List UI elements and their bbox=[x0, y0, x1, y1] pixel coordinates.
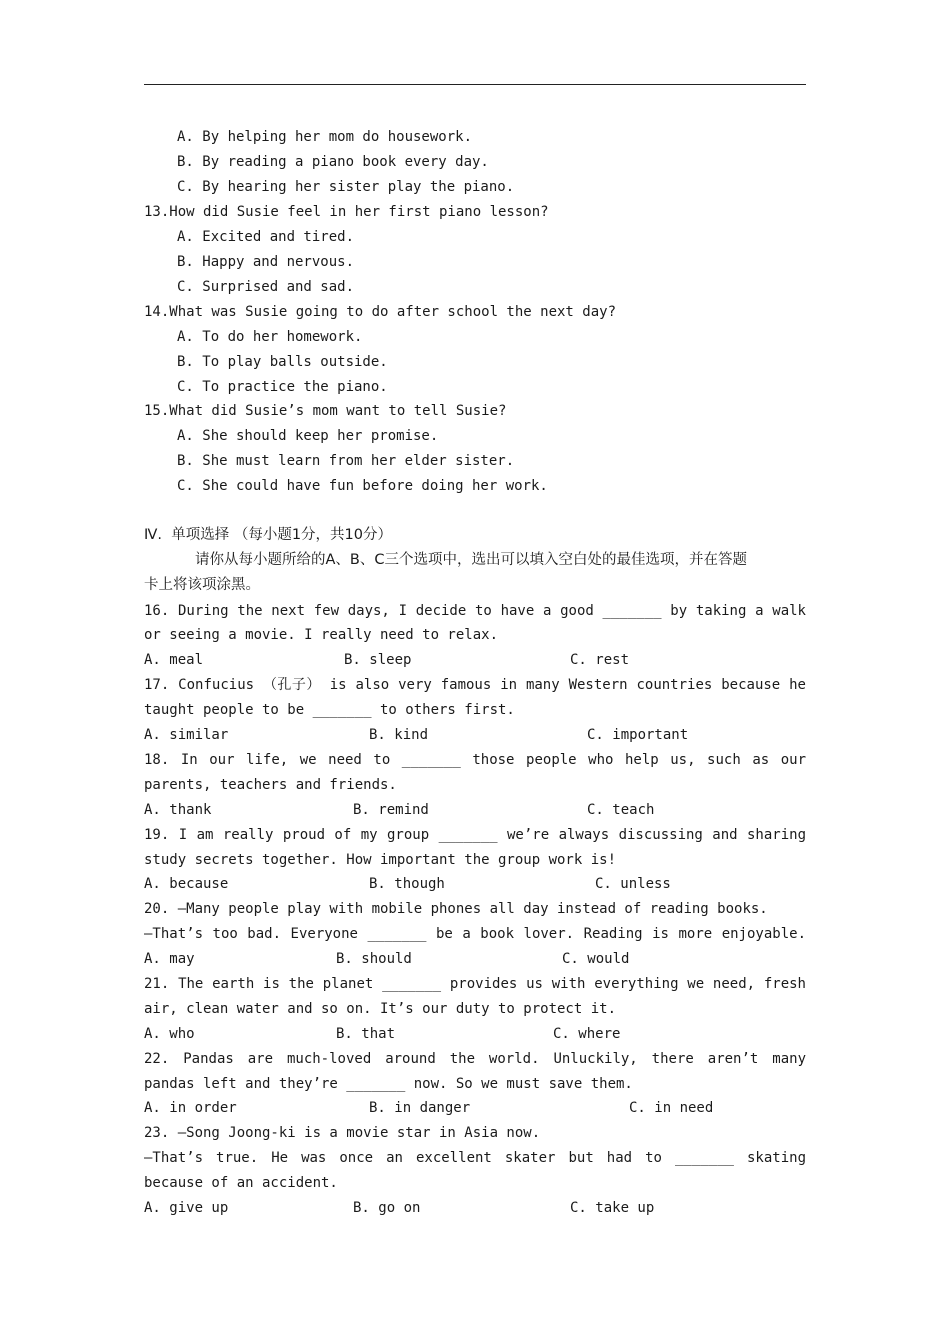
question-18-line2: parents, teachers and friends. bbox=[144, 777, 397, 793]
question-19-option-c: C. unless bbox=[595, 876, 671, 892]
question-18-option-c: C. teach bbox=[587, 802, 655, 818]
question-14-option-c: C. To practice the piano. bbox=[177, 379, 388, 395]
question-17-line1: 17. Confucius （孔子） is also very famous in many Western countries because he bbox=[144, 677, 806, 693]
question-20-line2: —That’s too bad. Everyone _______ be a book lover. Reading is more enjoyable. bbox=[144, 926, 806, 942]
section-instructions-line1: 请你从每小题所给的A、B、C三个选项中，选出可以填入空白处的最佳选项，并在答题 bbox=[195, 552, 747, 568]
question-14-stem: 14.What was Susie going to do after school the next day? bbox=[144, 304, 617, 320]
question-21-option-a: A. who bbox=[144, 1026, 195, 1042]
question-22-option-b: B. in danger bbox=[369, 1100, 471, 1116]
question-20-option-b: B. should bbox=[336, 951, 412, 967]
question-15-option-b: B. She must learn from her elder sister. bbox=[177, 453, 515, 469]
question-21-line1: 21. The earth is the planet _______ provides us with everything we need, fresh bbox=[144, 976, 806, 992]
question-19-option-b: B. though bbox=[369, 876, 445, 892]
question-19-line1: 19. I am really proud of my group _______ we’re always discussing and sharing bbox=[144, 827, 806, 843]
question-20-line1: 20. —Many people play with mobile phones all day instead of reading books. bbox=[144, 901, 768, 917]
question-23-option-a: A. give up bbox=[144, 1200, 229, 1216]
header-rule bbox=[144, 84, 806, 85]
question-13-option-b: B. Happy and nervous. bbox=[177, 254, 355, 270]
question-22-option-c: C. in need bbox=[629, 1100, 714, 1116]
question-16-line1: 16. During the next few days, I decide to have a good _______ by taking a walk bbox=[144, 603, 806, 619]
question-16-line2: or seeing a movie. I really need to relax. bbox=[144, 627, 499, 643]
question-23-options bbox=[144, 1198, 655, 1278]
question-21-option-b: B. that bbox=[336, 1026, 396, 1042]
question-14-option-b: B. To play balls outside. bbox=[177, 354, 388, 370]
question-18-option-b: B. remind bbox=[353, 802, 429, 818]
question-15-option-c: C. She could have fun before doing her work. bbox=[177, 478, 548, 494]
question-23-line3: because of an accident. bbox=[144, 1175, 338, 1191]
question-23-option-b: B. go on bbox=[353, 1200, 421, 1216]
question-13-option-c: C. Surprised and sad. bbox=[177, 279, 355, 295]
option-a: A. By helping her mom do housework. bbox=[177, 129, 473, 145]
option-c: C. By hearing her sister play the piano. bbox=[177, 179, 515, 195]
question-19-line2: study secrets together. How important the group work is! bbox=[144, 852, 617, 868]
question-18-option-a: A. thank bbox=[144, 802, 212, 818]
question-23-option-c: C. take up bbox=[570, 1200, 655, 1216]
question-21-option-c: C. where bbox=[553, 1026, 621, 1042]
question-19-option-a: A. because bbox=[144, 876, 229, 892]
question-15-option-a: A. She should keep her promise. bbox=[177, 428, 439, 444]
question-22-option-a: A. in order bbox=[144, 1100, 237, 1116]
question-16-option-c: C. rest bbox=[570, 652, 630, 668]
question-22-line2: pandas left and they’re _______ now. So we must save them. bbox=[144, 1076, 633, 1092]
question-14-option-a: A. To do her homework. bbox=[177, 329, 363, 345]
question-17-option-b: B. kind bbox=[369, 727, 429, 743]
question-23-line2: —That’s true. He was once an excellent skater but had to _______ skating bbox=[144, 1150, 806, 1166]
question-21-line2: air, clean water and so on. It’s our duty to protect it. bbox=[144, 1001, 617, 1017]
question-20-option-c: C. would bbox=[562, 951, 630, 967]
section-instructions-line2: 卡上将该项涂黑。 bbox=[144, 577, 260, 593]
question-17-option-a: A. similar bbox=[144, 727, 229, 743]
option-b: B. By reading a piano book every day. bbox=[177, 154, 489, 170]
section-heading: Ⅳ. 单项选择 （每小题1分，共10分） bbox=[144, 527, 392, 543]
question-18-line1: 18. In our life, we need to _______ those people who help us, such as our bbox=[144, 752, 806, 768]
question-13-stem: 13.How did Susie feel in her first piano lesson? bbox=[144, 204, 549, 220]
question-23-line1: 23. —Song Joong-ki is a movie star in Asia now. bbox=[144, 1125, 541, 1141]
question-15-stem: 15.What did Susie’s mom want to tell Susie? bbox=[144, 403, 507, 419]
question-22-line1: 22. Pandas are much-loved around the world. Unluckily, there aren’t many bbox=[144, 1051, 806, 1067]
question-20-option-a: A. may bbox=[144, 951, 195, 967]
question-16-option-a: A. meal bbox=[144, 652, 204, 668]
question-17-option-c: C. important bbox=[587, 727, 689, 743]
question-13-option-a: A. Excited and tired. bbox=[177, 229, 355, 245]
question-16-option-b: B. sleep bbox=[344, 652, 412, 668]
question-17-line2: taught people to be _______ to others first. bbox=[144, 702, 515, 718]
